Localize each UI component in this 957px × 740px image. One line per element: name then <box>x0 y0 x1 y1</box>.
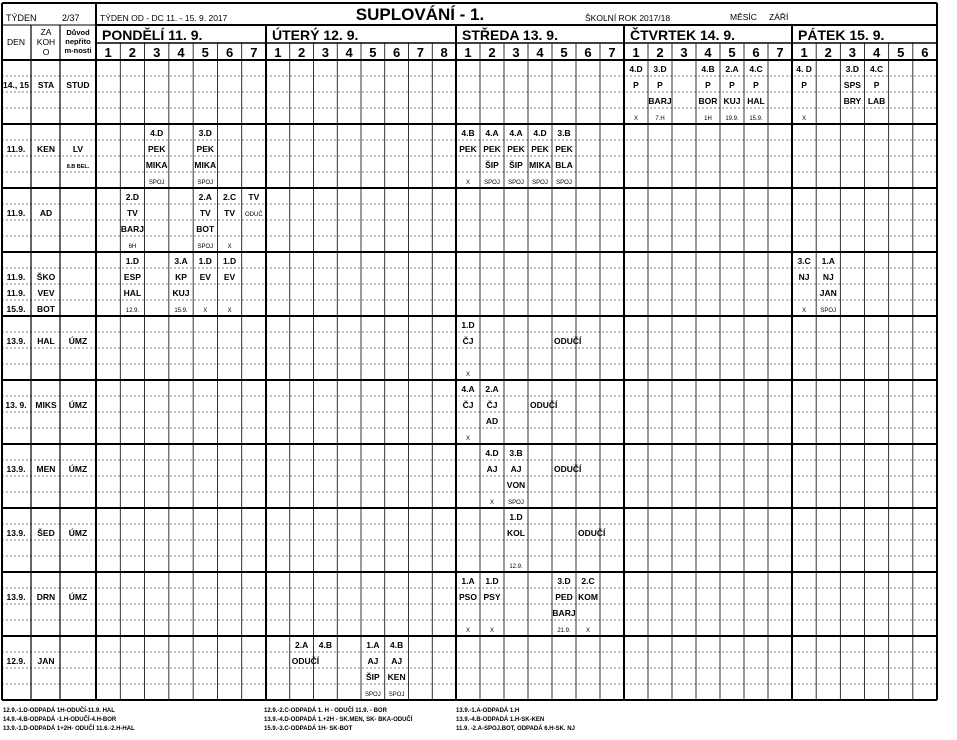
substitution-entry: EV <box>223 272 236 282</box>
period-number: 7 <box>608 45 616 60</box>
period-number: 4 <box>536 45 544 60</box>
substitution-entry: PEK <box>507 144 525 154</box>
period-number: 1 <box>800 45 808 60</box>
footer-note: 13.9.-4.D-ODPADÁ 1.+2H - SK.MEN, SK- BKA-ODUČÍ <box>264 717 413 723</box>
page-title: SUPLOVÁNÍ - 1. <box>355 5 485 24</box>
substitution-entry: AD <box>485 416 499 426</box>
substitution-entry: 15.9. <box>174 308 188 314</box>
substitution-entry: 3.D <box>653 64 667 74</box>
footer-note: 12.9.-1.D-ODPADÁ 1H-ODUČÍ-11.9. HAL <box>3 708 115 714</box>
absence-date: 11.9. <box>6 288 26 298</box>
footer-note: 14.9.-4.B-ODPADÁ -1.H-ODUČÍ-4.H-BOR <box>3 717 117 723</box>
substitution-entry: VON <box>506 480 526 490</box>
substitution-entry: X <box>489 500 495 506</box>
substitution-entry: P <box>657 80 663 90</box>
substitution-entry: 2.C <box>581 576 595 586</box>
period-number: 3 <box>680 45 688 60</box>
substitution-entry: 4.D <box>485 448 499 458</box>
col-header-za: O <box>42 47 50 57</box>
col-header-duvod: Důvod <box>66 28 90 37</box>
period-number: 2 <box>128 45 137 60</box>
footer-note: 13.9.-4.B-ODPADÁ 1.H-SK-KEN <box>456 717 545 723</box>
substitution-entry: TV <box>224 208 236 218</box>
substitution-entry: SPS <box>843 80 861 90</box>
period-number: 3 <box>512 45 520 60</box>
col-header-za: KOH <box>36 37 56 47</box>
absence-reason: ÚMZ <box>68 336 88 346</box>
col-header-duvod: nepřito <box>65 37 91 46</box>
substitution-entry: EV <box>199 272 211 282</box>
substitution-entry: AJ <box>510 464 522 474</box>
substitution-entry: X <box>465 372 471 378</box>
substitution-entry: ŠIP <box>366 672 380 682</box>
period-number: 7 <box>776 45 784 60</box>
substitution-entry: PEK <box>196 144 215 154</box>
period-number: 2 <box>488 45 496 60</box>
substitution-entry: SPOJ <box>532 180 548 186</box>
substitution-entry: 2.A <box>295 640 309 650</box>
period-number: 4 <box>704 45 712 60</box>
substitution-entry: 3.A <box>174 256 188 266</box>
substitution-entry: SPOJ <box>508 180 524 186</box>
substitution-entry: MIKA <box>145 160 168 170</box>
substitution-entry: SPOJ <box>820 308 837 314</box>
absent-teacher: AD <box>39 208 53 218</box>
period-number: 1 <box>632 45 640 60</box>
absence-date: 13.9. <box>6 336 26 346</box>
substitution-entry: 4.A <box>461 384 475 394</box>
substitution-entry: 2.A <box>725 64 739 74</box>
period-number: 5 <box>369 45 377 60</box>
substitution-entry: 2.A <box>198 192 212 202</box>
month-value: ZÁŘÍ <box>769 12 789 22</box>
substitution-entry: NJ <box>798 272 810 282</box>
absent-teacher: HAL <box>37 336 55 346</box>
period-number: 1 <box>274 45 282 60</box>
substitution-entry: X <box>227 244 232 250</box>
substitution-entry: 2.A <box>485 384 499 394</box>
period-number: 3 <box>321 45 329 60</box>
substitution-entry: 12.9. <box>125 308 140 314</box>
substitution-entry: LAB <box>867 96 886 106</box>
substitution-entry: 3.D <box>845 64 860 74</box>
absence-date: 11.9. <box>6 144 26 154</box>
period-number: 1 <box>104 45 112 60</box>
period-number: 6 <box>584 45 592 60</box>
substitution-entry: SPOJ <box>508 500 524 506</box>
absent-teacher: DRN <box>36 592 56 602</box>
period-number: 2 <box>824 45 832 60</box>
absence-reason: STUD <box>66 80 90 90</box>
period-number: 3 <box>153 45 161 60</box>
substitution-entry: SPOJ <box>388 692 405 698</box>
substitution-note: ODUČÍ <box>578 528 606 538</box>
week-number: 2/37 <box>62 13 80 23</box>
substitution-entry: PSO <box>459 592 477 602</box>
substitution-entry: X <box>465 436 471 442</box>
period-number: 7 <box>416 45 424 60</box>
substitution-entry: 4.C <box>869 64 884 74</box>
substitution-entry: BOT <box>196 224 215 234</box>
substitution-entry: 3.B <box>557 128 571 138</box>
period-number: 3 <box>848 45 857 60</box>
substitution-entry: KUJ <box>723 96 741 106</box>
period-number: 4 <box>177 45 185 60</box>
absence-reason: ÚMZ <box>68 400 88 410</box>
substitution-entry: PEK <box>147 144 166 154</box>
absent-teacher: BOT <box>37 304 55 314</box>
period-number: 4 <box>872 45 881 60</box>
substitution-entry: ODUČ <box>245 212 263 218</box>
school-year: ŠKOLNÍ ROK 2017/18 <box>585 13 671 23</box>
absence-date: 11.9. <box>6 208 26 218</box>
absent-teacher: KEN <box>37 144 55 154</box>
substitution-entry: 4. D <box>796 64 812 74</box>
substitution-entry: X <box>802 116 807 122</box>
period-number: 5 <box>897 45 905 60</box>
footer-note: 12.9.-2.C-ODPADÁ 1. H - ODUČÍ 11.9. - BOR <box>264 708 387 714</box>
substitution-entry: KUJ <box>172 288 190 298</box>
substitution-entry: AJ <box>391 656 403 666</box>
substitution-entry: 3.B <box>509 448 523 458</box>
absent-teacher: VEV <box>37 288 55 298</box>
substitution-entry: 4.A <box>509 128 523 138</box>
substitution-entry: P <box>753 80 759 90</box>
month-label: MĚSÍC <box>730 12 757 22</box>
col-header-za: ZA <box>40 27 52 37</box>
day-name: PONDĚLÍ 11. 9. <box>102 27 203 43</box>
substitution-entry: BARJ <box>648 96 672 106</box>
period-number: 6 <box>921 45 929 60</box>
col-header-den: DEN <box>7 37 25 47</box>
substitution-entry: SPOJ <box>556 180 572 186</box>
substitution-entry: ČJ <box>462 400 474 410</box>
substitution-entry: PEK <box>483 144 501 154</box>
period-number: 8 <box>440 45 448 60</box>
absence-date: 14., 15 <box>3 80 29 90</box>
day-name: PÁTEK 15. 9. <box>798 27 885 43</box>
absence-date: 11.9. <box>6 272 26 282</box>
period-number: 2 <box>656 45 664 60</box>
substitution-entry: X <box>465 180 471 186</box>
substitution-entry: 1.A <box>821 256 835 266</box>
period-number: 5 <box>560 45 568 60</box>
substitution-entry: P <box>801 80 807 90</box>
period-number: 7 <box>250 45 258 60</box>
substitution-entry: KEN <box>387 672 406 682</box>
substitution-entry: SPOJ <box>197 180 214 186</box>
footer-note: 13.9.-1.A-ODPADÁ 1.H <box>456 708 520 714</box>
substitution-entry: 1H <box>704 116 712 122</box>
absence-date: 13.9. <box>6 592 26 602</box>
substitution-note: ODUČÍ <box>554 336 582 346</box>
footer-note: 11.9. -2.A-SPOJ.BOT, ODPADÁ 6.H-SK. NJ <box>456 726 575 732</box>
substitution-entry: ŠIP <box>485 160 499 170</box>
substitution-entry: BOR <box>698 96 718 106</box>
substitution-entry: 12.9. <box>509 564 523 570</box>
substitution-entry: P <box>873 80 880 90</box>
substitution-entry: TV <box>248 192 260 202</box>
substitution-entry: SPOJ <box>484 180 500 186</box>
period-number: 5 <box>201 45 209 60</box>
absent-teacher: ŠKO <box>36 272 56 282</box>
substitution-entry: 7.H <box>655 116 665 122</box>
substitution-entry: 1.D <box>485 576 499 586</box>
absence-date: 13.9. <box>6 464 26 474</box>
substitution-entry: NJ <box>822 272 834 282</box>
substitution-entry: 1.A <box>366 640 380 650</box>
substitution-entry: BRY <box>843 96 862 106</box>
absence-reason: ÚMZ <box>68 528 88 538</box>
substitution-entry: ČJ <box>462 336 474 346</box>
absence-date: 13. 9. <box>5 400 27 410</box>
absence-date: 12.9. <box>6 656 26 666</box>
substitution-entry: 19.9. <box>725 116 739 122</box>
substitution-entry: ČJ <box>486 400 498 410</box>
substitution-entry: 1.D <box>222 256 237 266</box>
absent-teacher: STA <box>37 80 55 90</box>
substitution-entry: 1.D <box>461 320 475 330</box>
substitution-entry: AJ <box>367 656 379 666</box>
substitution-entry: MIKA <box>529 160 551 170</box>
substitution-entry: SPOJ <box>197 244 214 250</box>
substitution-entry: 2.C <box>222 192 237 202</box>
period-number: 4 <box>345 45 353 60</box>
period-number: 6 <box>752 45 760 60</box>
col-header-duvod: m-nosti <box>64 46 92 55</box>
substitution-entry: 1.D <box>509 512 523 522</box>
absence-reason: LV <box>72 144 84 154</box>
absence-date: 15.9. <box>6 304 26 314</box>
absence-reason: ÚMZ <box>68 464 88 474</box>
substitution-entry: PEK <box>531 144 549 154</box>
substitution-entry: PSY <box>483 592 501 602</box>
substitution-entry: 21.9. <box>557 628 571 634</box>
substitution-entry: 4.B <box>461 128 475 138</box>
absence-reason-note: 8.B BEL. <box>66 164 90 170</box>
substitution-entry: P <box>705 80 711 90</box>
substitution-entry: X <box>227 308 232 314</box>
substitution-entry: 1.D <box>125 256 140 266</box>
absent-teacher: MIKS <box>35 400 57 410</box>
substitution-entry: BARJ <box>120 224 145 234</box>
substitution-entry: 3.D <box>557 576 571 586</box>
absent-teacher: MEN <box>36 464 56 474</box>
substitution-entry: ESP <box>123 272 141 282</box>
substitution-entry: PEK <box>555 144 573 154</box>
absent-teacher: ŠED <box>37 528 55 538</box>
substitution-entry: BARJ <box>552 608 576 618</box>
substitution-entry: 3.C <box>797 256 811 266</box>
substitution-entry: BLA <box>555 160 573 170</box>
substitution-entry: KOM <box>578 592 598 602</box>
substitution-entry: 4.D <box>629 64 643 74</box>
substitution-entry: X <box>802 308 807 314</box>
substitution-note: ODUČÍ <box>530 400 558 410</box>
substitution-entry: 4.B <box>701 64 715 74</box>
substitution-entry: P <box>729 80 735 90</box>
period-number: 6 <box>225 45 234 60</box>
substitution-entry: KOL <box>507 528 525 538</box>
substitution-entry: 1.D <box>198 256 212 266</box>
substitution-entry: HAL <box>123 288 142 298</box>
substitution-entry: P <box>633 80 639 90</box>
substitution-entry: 4.B <box>390 640 404 650</box>
day-name: ÚTERÝ 12. 9. <box>272 27 359 43</box>
substitution-entry: ŠIP <box>509 160 523 170</box>
substitution-entry: SPOJ <box>148 180 165 186</box>
substitution-entry: X <box>465 628 471 634</box>
absence-date: 13.9. <box>6 528 26 538</box>
period-number: 5 <box>728 45 736 60</box>
week-range: TÝDEN OD - DC 11. - 15. 9. 2017 <box>100 13 228 23</box>
absent-teacher: JAN <box>37 656 55 666</box>
substitution-note: ODUČÍ <box>291 656 320 666</box>
substitution-entry: 3.D <box>198 128 212 138</box>
substitution-entry: X <box>585 628 591 634</box>
substitution-entry: JAN <box>819 288 837 298</box>
period-number: 1 <box>464 45 472 60</box>
substitution-entry: 4.D <box>533 128 547 138</box>
footer-note: 15.9.-3.C-ODPADÁ 1H- SK-BOT <box>264 726 353 732</box>
substitution-entry: MIKA <box>194 160 217 170</box>
substitution-entry: 2.D <box>125 192 140 202</box>
substitution-entry: 4.C <box>749 64 763 74</box>
substitution-entry: HAL <box>747 96 765 106</box>
substitution-entry: KP <box>175 272 187 282</box>
substitution-entry: X <box>489 628 495 634</box>
day-name: ČTVRTEK 14. 9. <box>630 27 736 43</box>
substitution-entry: AJ <box>486 464 498 474</box>
day-name: STŘEDA 13. 9. <box>462 27 558 43</box>
substitution-entry: 4.D <box>150 128 164 138</box>
absence-reason: ÚMZ <box>68 592 88 602</box>
substitution-entry: X <box>203 308 208 314</box>
substitution-entry: PED <box>555 592 573 602</box>
substitution-entry: PEK <box>459 144 477 154</box>
substitution-entry: 6H <box>128 244 137 250</box>
substitution-entry: TV <box>126 208 138 218</box>
footer-note: 13.9.-1.D-ODPADÁ 1+2H- ODUČÍ 11.6.-2.H-HAL <box>3 726 135 732</box>
period-number: 6 <box>393 45 401 60</box>
substitution-entry: 4.B <box>318 640 332 650</box>
period-number: 2 <box>298 45 306 60</box>
substitution-entry: 1.A <box>461 576 475 586</box>
substitution-entry: SPOJ <box>365 692 381 698</box>
substitution-entry: 15.9. <box>749 116 763 122</box>
substitution-entry: 4.A <box>485 128 499 138</box>
week-label: TÝDEN <box>6 13 37 23</box>
substitution-note: ODUČÍ <box>554 464 582 474</box>
substitution-entry: TV <box>199 208 211 218</box>
substitution-entry: X <box>633 116 639 122</box>
